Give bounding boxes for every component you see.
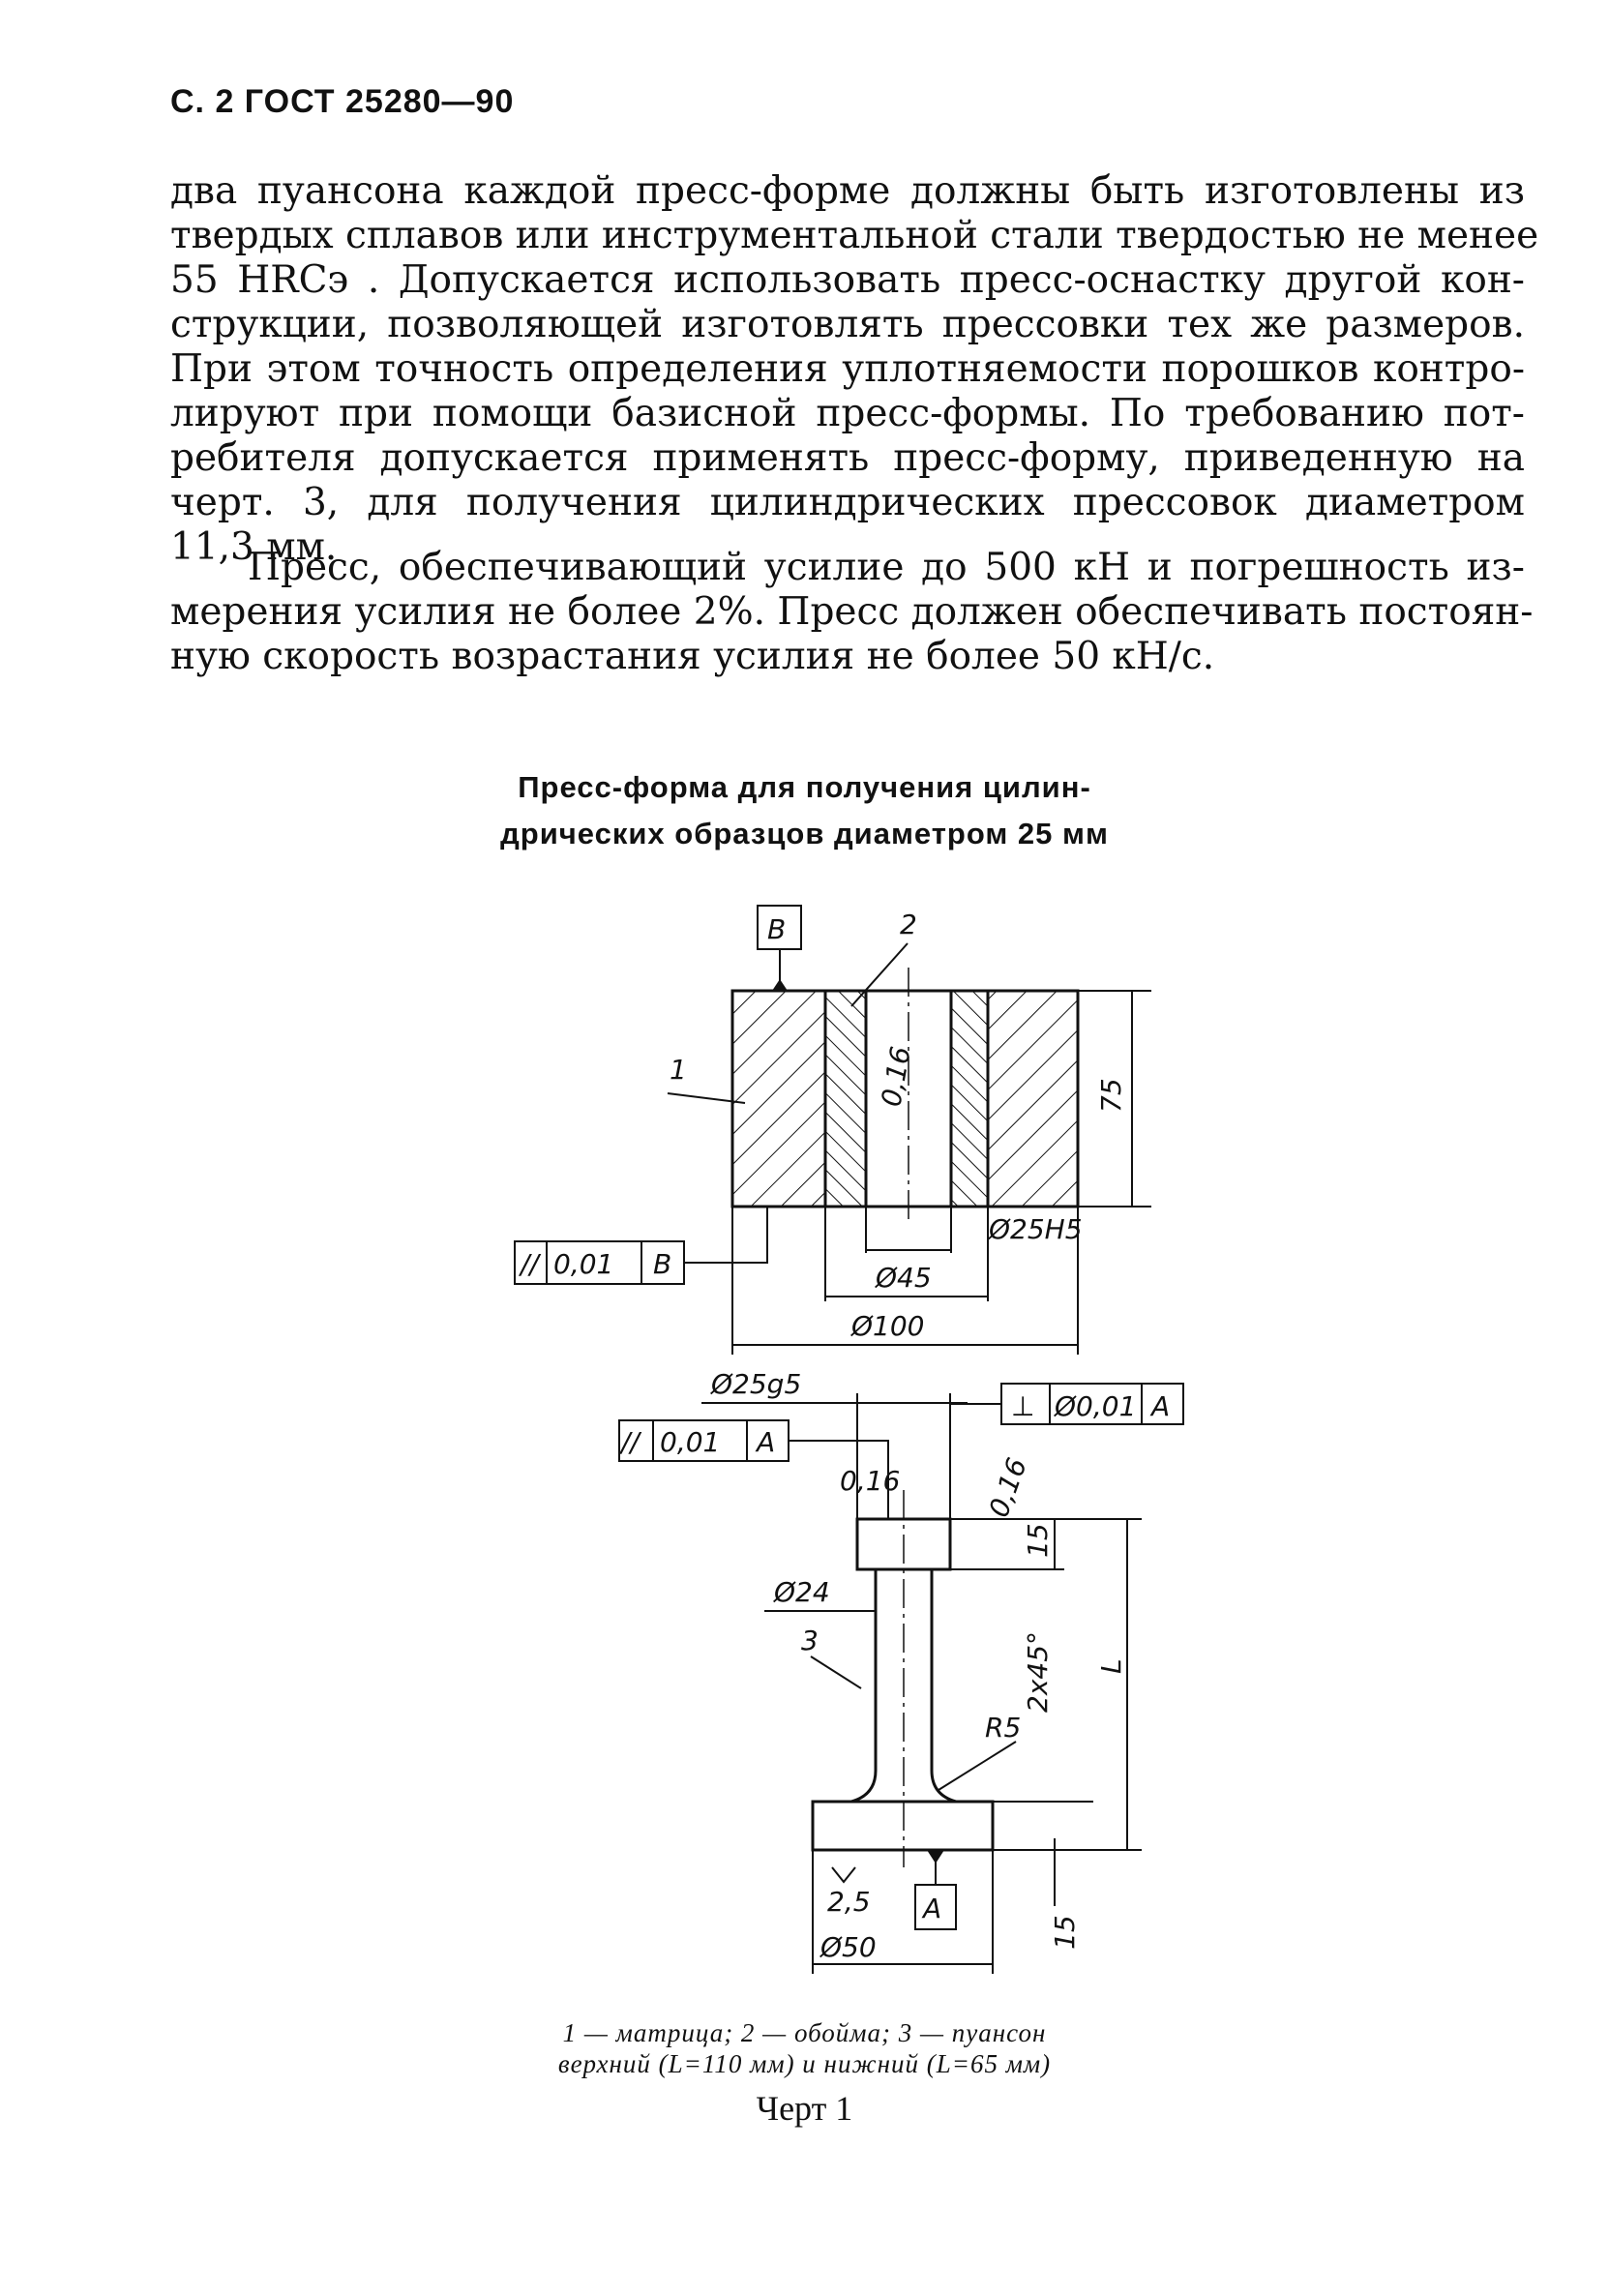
matrix-right-section [988, 991, 1078, 1207]
text-line: струкции, позволяющей изготовлять прессовки тех же размеров. [170, 303, 1525, 346]
sleeve-left-section [825, 991, 866, 1207]
dia-50-label: Ø50 [820, 1931, 877, 1963]
text-line: При этом точность определения уплотняемости порошков контро- [170, 347, 1525, 391]
text-line: ную скорость возрастания усилия не более 50 кН/с. [170, 635, 1215, 678]
roughness-25-label: 2,5 [827, 1886, 871, 1918]
datum-b-label: B [767, 913, 787, 945]
parallel-symbol: // [521, 1248, 539, 1280]
text-line: черт. 3, для получения цилиндрических прессовок диаметром [170, 481, 1525, 524]
caption-line: Пресс-форма для получения цилин- [518, 770, 1091, 804]
figure-number: Черт 1 [756, 2089, 853, 2128]
figure-legend [0, 2017, 1609, 2079]
legend-line: верхний (L=110 мм) и нижний (L=65 мм) [557, 2049, 1052, 2078]
text-line: два пуансона каждой пресс-форме должны быть изготовлены из [170, 169, 1525, 213]
radius-label: R5 [985, 1712, 1022, 1744]
perpendicularity-tolerance: Ø0,01 [1055, 1390, 1137, 1422]
length-l-label: L [1095, 1658, 1127, 1674]
text-line: мерения усилия не более 2%. Пресс должен обеспечивать постоян- [170, 590, 1534, 634]
punch-base [813, 1802, 993, 1850]
tolerance-label: 0,01 [553, 1248, 614, 1280]
text-line: 55 HRCэ . Допускается использовать пресс-оснастку другой кон- [170, 258, 1525, 302]
datum-a-ref: A [1151, 1390, 1171, 1422]
tolerance-label: 0,01 [660, 1426, 721, 1458]
text-line: лируют при помощи базисной пресс-формы. По требованию пот- [170, 392, 1525, 435]
roughness-label: 0,16 [875, 1044, 917, 1110]
datum-a-ref: A [757, 1426, 776, 1458]
text-line: твердых сплавов или инструментальной стали твердостью не менее [170, 214, 1539, 257]
datum-b-ref: B [653, 1248, 672, 1280]
part-3-label: 3 [801, 1625, 819, 1656]
caption-line: дрических образцов диаметром 25 мм [500, 817, 1109, 850]
text-line: 11,3 мм. [170, 525, 338, 569]
page-header: С. 2 ГОСТ 25280—90 [170, 83, 515, 120]
part-1-label: 1 [670, 1054, 687, 1086]
legend-line: 1 — матрица; 2 — обойма; 3 — пуансон [562, 2018, 1047, 2047]
height-75-label: 75 [1095, 1078, 1127, 1113]
text-line: Пресс, обеспечивающий усилие до 500 кН и погрешность из- [248, 546, 1525, 589]
height-15-label: 15 [1022, 1523, 1054, 1558]
text-line: ребителя допускается применять пресс-форму, приведенную на [170, 436, 1525, 480]
matrix-left-section [732, 991, 825, 1207]
parallel-symbol: // [621, 1426, 640, 1458]
chamfer-label: 2x45° [1022, 1630, 1054, 1713]
roughness-label: 0,16 [982, 1453, 1033, 1522]
dia-100-label: Ø100 [851, 1310, 925, 1342]
dia-24-label: Ø24 [774, 1576, 830, 1608]
height-15-label: 15 [1049, 1915, 1081, 1950]
fit-25h5-label: Ø25H5 [989, 1213, 1083, 1245]
dia-25g5-label: Ø25g5 [711, 1368, 802, 1400]
datum-a-label: A [923, 1893, 942, 1924]
dia-45-label: Ø45 [876, 1262, 932, 1294]
perpendicularity-symbol: ⊥ [1011, 1390, 1035, 1422]
roughness-label: 0,16 [840, 1465, 901, 1497]
part-2-label: 2 [900, 909, 917, 940]
sleeve-right-section [951, 991, 988, 1207]
